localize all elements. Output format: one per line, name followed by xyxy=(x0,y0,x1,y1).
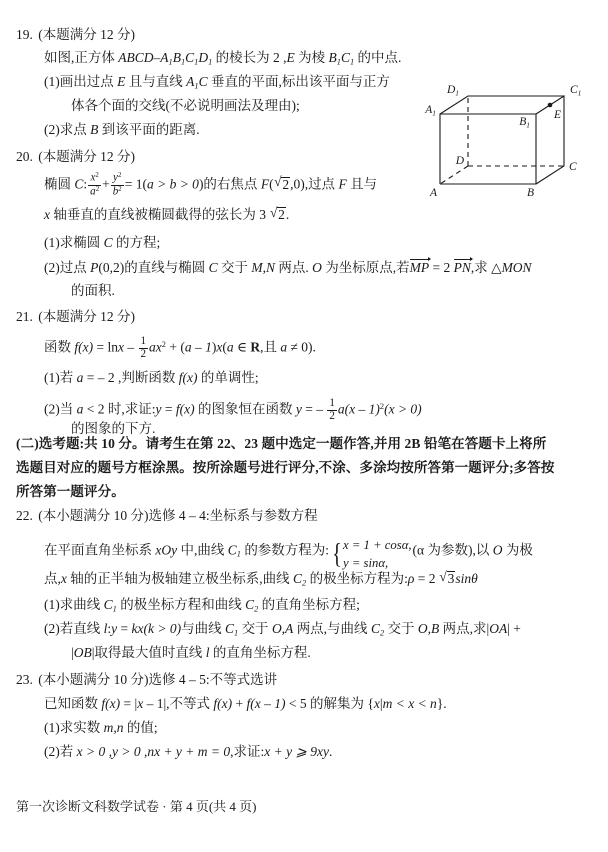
q20-cond: a > b > 0 xyxy=(146,176,199,192)
q23-lt5: < 5 xyxy=(285,696,311,711)
q20-vector-PN: PN xyxy=(453,260,471,275)
label-C: C xyxy=(569,161,577,173)
q20-p2-b: 的直线与椭圆 xyxy=(124,260,209,275)
question-22-stem-line-2 xyxy=(44,571,478,588)
question-22-number: 22. xyxy=(16,508,33,523)
q23-stem-c: 的解集为 { xyxy=(310,696,374,711)
q21-eq: = ln xyxy=(93,339,118,355)
q22-stem-d: (α 为参数),以 xyxy=(412,542,493,558)
q20-F2: F xyxy=(338,176,347,192)
q22-C1-sub: 1 xyxy=(236,549,241,559)
q20-p1-C: C xyxy=(103,235,113,250)
q20-p2-MON: MON xyxy=(501,260,532,275)
q19-E: E xyxy=(286,50,295,65)
q23-eq: = | xyxy=(120,696,138,711)
q19-b1: B xyxy=(172,50,181,65)
q19-B1b: B xyxy=(328,50,337,65)
q22-p1-C1-sub: 1 xyxy=(112,604,117,614)
q23-p1-b: 的值; xyxy=(123,720,158,735)
question-19-part-1-line-1 xyxy=(44,75,390,91)
q20-l2-x: x xyxy=(44,207,50,222)
q19-p2-B: B xyxy=(90,122,99,137)
q19-p1-b: 且与直线 xyxy=(125,74,187,89)
q20-p2-e: 为坐标原点,若 xyxy=(321,260,410,275)
q20-stem-a: 椭圆 xyxy=(44,176,75,192)
q20-f2-num-sup: 2 xyxy=(117,172,122,179)
q20-ellipse-C: C xyxy=(74,176,84,192)
q22-p2-b: 与曲线 xyxy=(181,621,225,636)
q22-p2-d: 两点,与曲线 xyxy=(293,621,371,636)
q19-c1-sub: 1 xyxy=(194,57,199,67)
q23-p2-b: ,求证: xyxy=(230,744,265,759)
q21-p2-y: y xyxy=(155,401,162,417)
q21-p2-f: f xyxy=(175,401,180,417)
q21-frac-bot: 2 xyxy=(140,347,147,360)
label-B1: $B_1$ xyxy=(519,116,530,130)
q21-minus: – xyxy=(124,339,138,355)
q21-p2-a1: a xyxy=(337,401,345,417)
label-D1: $D_1$ xyxy=(446,84,459,98)
q19-c1: C xyxy=(185,50,195,65)
question-20-stem-line-2 xyxy=(44,207,289,222)
page-footer: 第一次诊断文科数学试卷 · 第 4 页(共 4 页) xyxy=(16,799,257,814)
q21-p2-frac-half xyxy=(327,398,337,423)
q23-f2: f xyxy=(213,696,218,711)
q20-p2-N: N xyxy=(266,260,276,275)
q22-stem-b: 中,曲线 xyxy=(177,542,228,558)
q23-p2-a: 若 xyxy=(59,744,77,759)
q22-p2-c: 交于 xyxy=(238,621,272,636)
q20-eq2: )的右焦点 xyxy=(198,176,261,192)
question-20-stem-line-1 xyxy=(44,172,377,198)
label-E: E xyxy=(554,109,562,121)
question-19-stem xyxy=(44,51,401,67)
q19-C1b: C xyxy=(340,50,350,65)
q23-p2-cond: x > 0 ,y > 0 ,nx + y + m = 0 xyxy=(76,744,231,759)
q23-fx3: (x – 1) xyxy=(250,696,286,711)
q23-minus1: – 1| xyxy=(143,696,167,711)
q21-ax-sup: 2 xyxy=(161,340,166,350)
q19-p1-c: 垂直的平面,标出该平面与正方 xyxy=(207,74,390,89)
q23-stem-a: 已知函数 xyxy=(44,696,102,711)
question-21-part-2-line-1 xyxy=(44,398,422,423)
q23-p1-mn: m,n xyxy=(103,720,124,735)
q22-p2-colon: : xyxy=(107,621,112,636)
q21-p2-avar: a xyxy=(76,401,84,417)
label-B: B xyxy=(526,187,534,197)
q22-p2-OA: O,A xyxy=(271,621,294,636)
q21-fx: (x) xyxy=(78,339,94,355)
point-E-marker xyxy=(548,103,553,108)
label-D: D xyxy=(455,155,464,167)
q22-p2-OB: O,B xyxy=(417,621,440,636)
q19-stem-end: 的中点. xyxy=(354,50,402,65)
question-20-part-1 xyxy=(44,236,160,250)
q23-plus: + xyxy=(232,696,247,711)
cube-diagram xyxy=(418,62,600,197)
question-23-score-note: (本小题满分 10 分)选修 4 – 5:不等式选讲 xyxy=(38,672,278,687)
q20-p2-comma: , xyxy=(262,260,267,275)
q19-B1b-sub: 1 xyxy=(336,57,341,67)
question-20-part-2-line-2: 的面积. xyxy=(71,283,115,298)
question-22-stem-line-1 xyxy=(44,536,533,572)
q22-p1-label: (1) xyxy=(44,597,60,612)
q20-F-zero: ,0) xyxy=(290,176,305,192)
q22-parametric-cases xyxy=(330,536,411,572)
q21-x: x xyxy=(118,339,124,355)
q22-l2-a: 点, xyxy=(44,571,61,586)
q20-f1-num: x xyxy=(90,171,96,184)
q20-p2-M: M xyxy=(251,260,263,275)
q20-p1-label: (1) xyxy=(44,235,60,250)
q21-p2-a: 当 xyxy=(59,401,77,417)
q21-close: ) xyxy=(211,339,217,355)
q22-l2-b: 轴的正半轴为极轴建立极坐标系,曲线 xyxy=(66,571,293,586)
q21-frac-half xyxy=(139,336,149,361)
q21-p2-frac-bot: 2 xyxy=(329,409,335,422)
q22-p1-C2-sub: 2 xyxy=(254,604,259,614)
question-23-number: 23. xyxy=(16,672,33,687)
q21-p2-frac-top: 1 xyxy=(329,397,335,409)
question-21-part-1 xyxy=(44,371,259,385)
q20-p2-a: 过点 xyxy=(59,260,91,275)
q22-p2-kx: kx xyxy=(131,621,144,636)
q20-f2-den: b xyxy=(112,185,119,198)
q21-ane: a xyxy=(280,339,288,355)
q20-p2-label: (2) xyxy=(44,260,60,275)
section-two-heading-line-3: 所答第一题评分。 xyxy=(16,484,125,499)
q23-f3: f xyxy=(246,696,251,711)
q21-ne0: ≠ 0). xyxy=(287,339,316,355)
q23-p2-label: (2) xyxy=(44,744,60,759)
q19-p1-A1-sub: 1 xyxy=(194,81,199,91)
q21-p1-b: = – 2 ,判断函数 xyxy=(83,370,179,385)
q21-p2-sup: 2 xyxy=(379,402,385,412)
q23-p2-conc: x + y ⩾ 9xy xyxy=(264,744,329,759)
q20-p2-f: ,求 △ xyxy=(470,260,502,275)
q22-p2-f: 两点,求| xyxy=(439,621,490,636)
q23-x1: x xyxy=(137,696,144,711)
q23-stem-b: ,不等式 xyxy=(166,696,214,711)
q19-a1-sub: 1 xyxy=(168,57,173,67)
q19-stem-prefix: 如图,正方体 xyxy=(44,50,119,65)
q22-case-row-1: x = 1 + cosα, xyxy=(343,538,412,552)
q23-fx: (x) xyxy=(105,696,121,711)
q23-stem-d: }. xyxy=(436,696,447,711)
q21-f: f xyxy=(74,339,79,355)
question-23-part-2 xyxy=(44,745,332,759)
question-22-number-line xyxy=(16,509,318,523)
q21-p2-x-1: (x – 1) xyxy=(344,401,380,417)
q21-a-1: a – 1 xyxy=(184,339,212,355)
q22-p1-b: 的极坐标方程和曲线 xyxy=(116,597,246,612)
label-A: A xyxy=(429,187,437,197)
q22-p2-a: 若直线 xyxy=(59,621,104,636)
question-20-number: 20. xyxy=(16,149,33,164)
q22-p2-eq: = xyxy=(117,621,132,636)
q22-p1-c: 的直角坐标方程; xyxy=(258,597,360,612)
q21-p2-eq2: = – xyxy=(301,401,327,417)
question-19-number: 19. xyxy=(16,27,33,42)
question-20-score-note: (本题满分 12 分) xyxy=(38,149,135,164)
question-23-part-1 xyxy=(44,721,158,735)
q20-f2-num: y xyxy=(113,171,118,184)
question-22-score-note: (本小题满分 10 分)选修 4 – 4:坐标系与参数方程 xyxy=(38,508,318,523)
q21-p2-x0: (x > 0) xyxy=(384,401,422,417)
q21-stem-a: 函数 xyxy=(44,339,75,355)
q20-p1-b: 的方程; xyxy=(112,235,161,250)
question-21-score-note: (本题满分 12 分) xyxy=(38,309,135,324)
q22-sqrt-3 xyxy=(440,571,456,586)
q20-sqrt-2b xyxy=(270,207,286,222)
q21-ax: ax xyxy=(149,339,162,355)
q20-frac-x2a2 xyxy=(88,172,101,198)
q19-d1-sub: 1 xyxy=(208,57,213,67)
q22-p2-C2-sub: 2 xyxy=(379,628,385,638)
q23-bar: | xyxy=(379,696,383,711)
q20-vector-MP: MP xyxy=(409,260,430,275)
q22-p2-l2-l: l xyxy=(205,645,210,660)
q22-p1-a: 求曲线 xyxy=(59,597,104,612)
q19-cube-label: ABCD xyxy=(118,50,154,65)
q20-p2-c: 交于 xyxy=(217,260,252,275)
q19-a1: A xyxy=(160,50,169,65)
q22-p2-y: y xyxy=(111,621,118,636)
q22-p2-l2-c: 的直角坐标方程. xyxy=(209,645,311,660)
q22-p2-OA2: OA xyxy=(489,621,508,636)
q21-in: ∈ xyxy=(233,339,251,355)
q23-f: f xyxy=(101,696,106,711)
q19-p2-label: (2) xyxy=(44,122,60,137)
q20-p2-d: 两点. xyxy=(275,260,313,275)
q19-p2-b: 到该平面的距离. xyxy=(98,122,200,137)
label-A1: $A_1$ xyxy=(425,104,436,118)
q22-p2-e: 交于 xyxy=(384,621,418,636)
q22-l2-c: 的极坐标方程为: xyxy=(306,571,408,586)
q21-paren: ( xyxy=(222,339,227,355)
q20-stem-b: ,过点 xyxy=(304,176,339,192)
q21-p1-fx: (x) xyxy=(182,370,198,385)
q21-p2-label: (2) xyxy=(44,401,60,417)
q20-p1-a: 求椭圆 xyxy=(59,235,104,250)
q22-C1: C xyxy=(227,542,237,558)
question-20-part-2-line-1 xyxy=(44,260,532,275)
q20-sqrt-2 xyxy=(275,177,291,192)
q22-xOy: xOy xyxy=(155,542,178,558)
question-22-part-2-line-2 xyxy=(71,646,311,660)
q20-stem-c: 且与 xyxy=(346,176,378,192)
question-19-part-2 xyxy=(44,123,200,137)
q22-stem-c: 的参数方程为: xyxy=(240,542,330,558)
q21-p1-c: 的单调性; xyxy=(197,370,259,385)
question-19-number-line xyxy=(16,28,135,42)
q21-p2-eq1: = xyxy=(161,401,176,417)
q23-fx2: (x) xyxy=(217,696,233,711)
q22-stem-e: 为极 xyxy=(502,542,533,558)
question-21-number-line xyxy=(16,310,135,324)
q22-sin-theta: sinθ xyxy=(455,571,478,586)
q19-d1: D xyxy=(198,50,209,65)
q22-p2-l: l xyxy=(103,621,108,636)
q20-f1-den: a xyxy=(90,185,96,198)
question-22-part-2-line-1 xyxy=(44,622,521,638)
q20-l2-a: 轴垂直的直线被椭圆截得的弦长为 3 xyxy=(50,207,270,222)
q19-p1-label: (1) xyxy=(44,74,60,89)
q23-p2-c: . xyxy=(328,744,333,759)
q22-O: O xyxy=(492,542,503,558)
section-two-heading-line-2: 选题目对应的题号方框涂黑。按所涂题号进行评分,不涂、多涂均按所答第一题评分;多答按 xyxy=(16,460,555,475)
q22-p2-C1: C xyxy=(224,621,234,636)
q21-p1-a-var: a xyxy=(76,370,84,385)
q22-p2-k0: (k > 0) xyxy=(143,621,182,636)
q19-p1-E: E xyxy=(117,74,126,89)
q20-F-open: ( xyxy=(269,176,274,192)
q20-f1-den-sup: 2 xyxy=(95,185,100,193)
q20-frac-y2b2 xyxy=(111,172,124,198)
cube-svg xyxy=(418,62,600,197)
q22-p2-C2: C xyxy=(370,621,380,636)
question-21-number: 21. xyxy=(16,309,33,324)
q19-p1-C: C xyxy=(198,74,208,89)
q22-rho: ρ xyxy=(407,571,415,586)
q20-p2-P-args: (0,2) xyxy=(98,260,125,275)
q20-eq1: = 1( xyxy=(124,176,147,192)
q19-p1-A1: A xyxy=(186,74,195,89)
q21-p1-f: f xyxy=(178,370,183,385)
q20-p2-P: P xyxy=(90,260,99,275)
question-22-part-1 xyxy=(44,598,360,614)
q19-dash: – xyxy=(153,50,161,65)
q21-R: R xyxy=(250,339,261,355)
q20-l2-b: . xyxy=(285,207,290,222)
q21-frac-top: 1 xyxy=(140,335,147,347)
q21-p2-c: 的图象恒在函数 xyxy=(194,401,296,417)
q22-sqrt-3-rad: 3 xyxy=(447,571,455,586)
q20-f2-den-sup: 2 xyxy=(118,185,122,193)
q20-sqrt-2-rad: 2 xyxy=(282,176,290,192)
question-23-number-line xyxy=(16,673,277,687)
q22-p2-g: | + xyxy=(507,621,521,636)
q19-stem-mid2: 为棱 xyxy=(294,50,329,65)
q22-p2-l2-OB: OB xyxy=(73,645,92,660)
q23-set-x: x xyxy=(373,696,380,711)
q22-p2-C1-sub: 1 xyxy=(234,628,239,638)
q23-p1-label: (1) xyxy=(44,720,60,735)
q21-aR: a xyxy=(226,339,234,355)
q19-p2-a: 求点 xyxy=(59,122,91,137)
q21-x2: x xyxy=(216,339,223,355)
q21-and: ,且 xyxy=(260,339,281,355)
question-19-part-1-line-2: 体各个面的交线(不必说明画法及理由); xyxy=(71,98,300,113)
q20-plus: + xyxy=(102,176,110,192)
q19-p1-a: 画出过点 xyxy=(59,74,118,89)
q20-sqrt-2b-rad: 2 xyxy=(278,207,285,222)
q22-p2-l2-a: | xyxy=(71,645,74,660)
section-two-heading-line-1: (二)选考题:共 10 分。请考生在第 22、23 题中选定一题作答,并用 2B 铅笔在答题卡上将所 xyxy=(16,436,547,451)
q22-l2-C2: C xyxy=(293,571,303,586)
q19-b1-sub: 1 xyxy=(180,57,186,67)
q19-stem-mid: 的棱长为 2 , xyxy=(212,50,287,65)
q22-case-row-2: y = sinα, xyxy=(343,556,389,571)
q20-F: F xyxy=(260,176,270,192)
q22-l2-eq: = 2 xyxy=(414,571,439,586)
question-19-score-note: (本题满分 12 分) xyxy=(38,27,135,42)
q21-p2-fx: (x) xyxy=(179,401,195,417)
q21-p1-a: 若 xyxy=(59,370,77,385)
q21-p2-y2: y xyxy=(295,401,302,417)
q21-p2-b: < 2 时,求证: xyxy=(83,401,156,417)
q22-p2-label: (2) xyxy=(44,621,60,636)
q20-colon: : xyxy=(83,176,88,192)
q20-p2-O: O xyxy=(312,260,322,275)
question-23-stem xyxy=(44,697,447,711)
q21-plus: + ( xyxy=(165,339,185,355)
q23-p1-a: 求实数 xyxy=(59,720,104,735)
q20-p2-C: C xyxy=(208,260,218,275)
q22-brace: { xyxy=(332,538,342,571)
q22-stem-a: 在平面直角坐标系 xyxy=(44,542,156,558)
q21-p1-label: (1) xyxy=(44,370,60,385)
q22-l2-C2-sub: 2 xyxy=(302,578,307,588)
q22-l2-x: x xyxy=(60,571,67,586)
q20-p2-eq: = 2 xyxy=(429,260,454,275)
q20-f1-num-sup: 2 xyxy=(95,172,99,179)
q22-p1-C2: C xyxy=(245,597,255,612)
q23-mxn: m < x < n xyxy=(382,696,437,711)
q22-p1-C1: C xyxy=(103,597,113,612)
q19-C1b-sub: 1 xyxy=(349,57,355,67)
question-21-part-2-line-2: 的图象的下方. xyxy=(71,421,156,436)
question-20-number-line xyxy=(16,150,135,164)
q22-p2-l2-b: |取得最大值时直线 xyxy=(91,645,206,660)
label-C1: $C_1$ xyxy=(570,84,582,98)
question-21-stem xyxy=(44,336,316,361)
